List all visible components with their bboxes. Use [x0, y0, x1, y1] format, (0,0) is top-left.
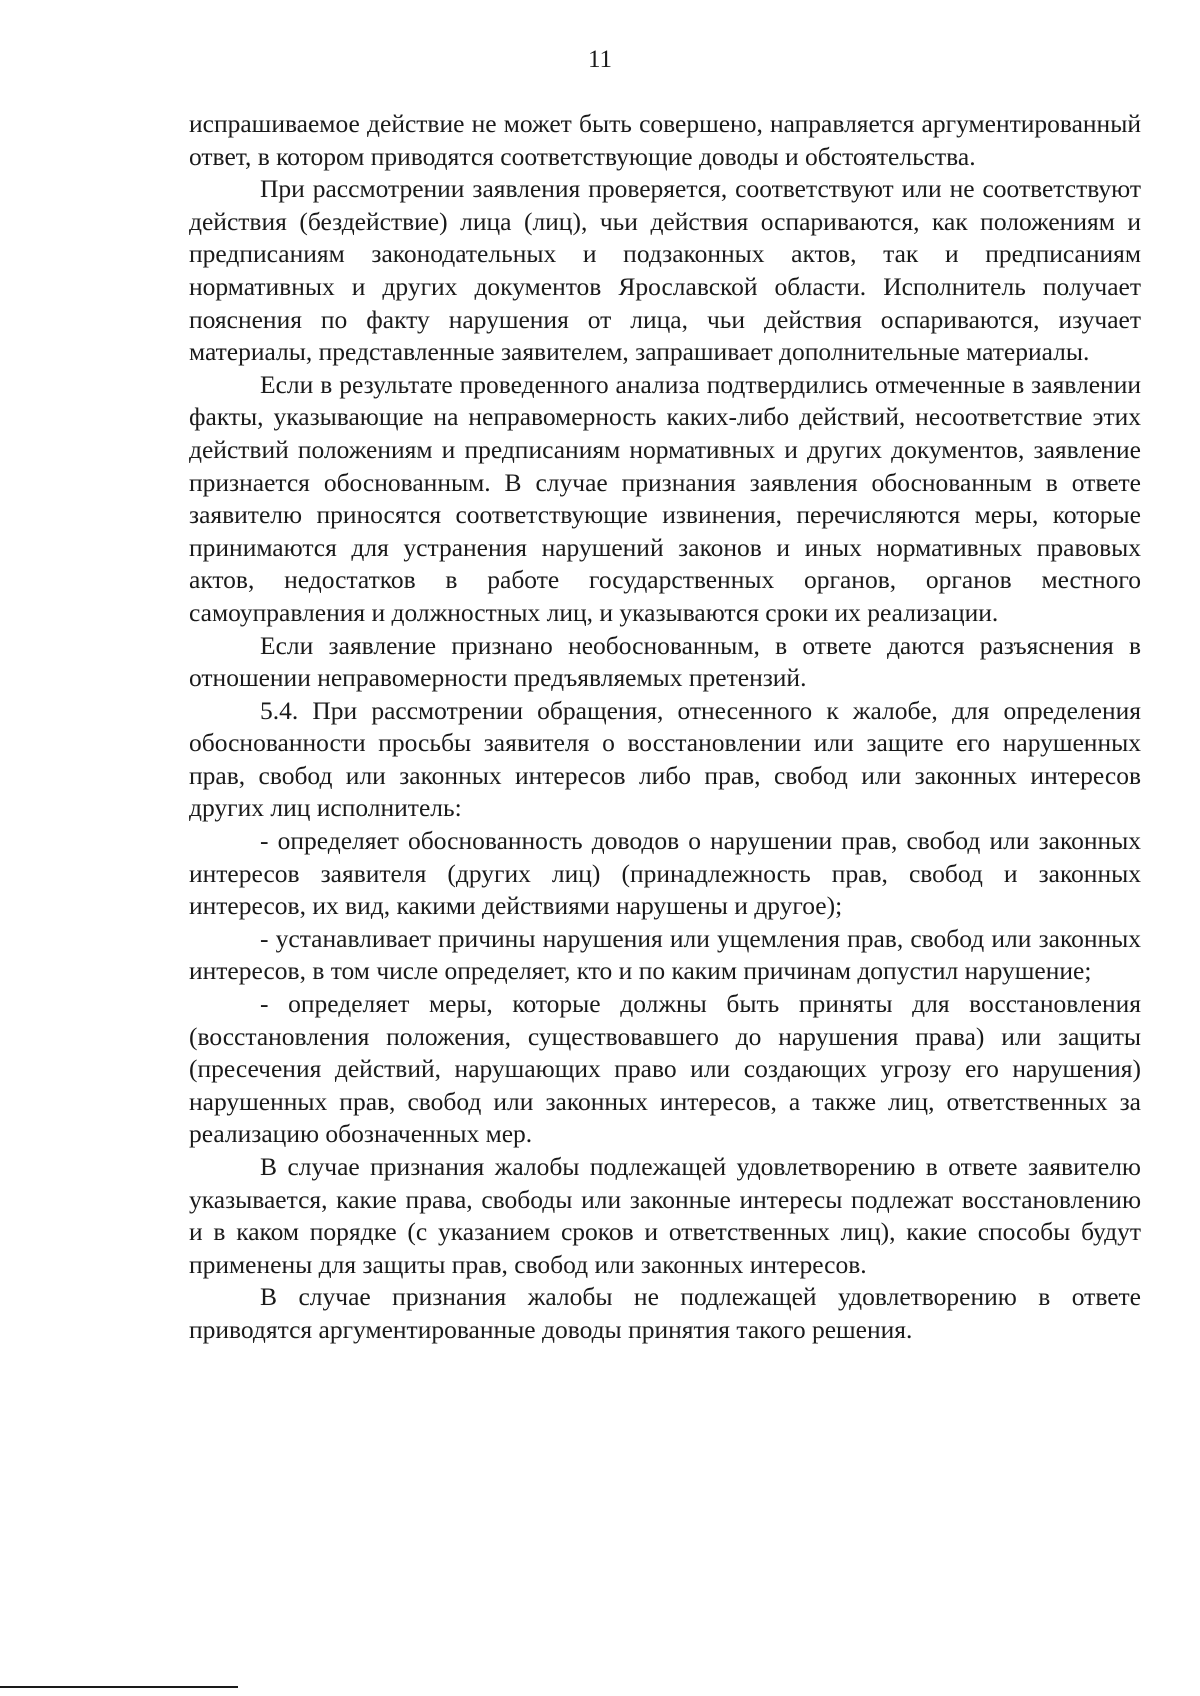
list-item-determine-measures: - определяет меры, которые должны быть приняты для восстановления (восстановления положения, существовавшего до нарушения права) или защиты (пресечения действий, нарушающих право или создающих угрозу его нарушения) нарушенных прав, свобод или законных интересов, а также лиц, ответственных за реализацию обозначенных мер. [189, 989, 1141, 1149]
footer-divider [0, 1686, 238, 1688]
paragraph-complaint-satisfied: В случае признания жалобы подлежащей удовлетворению в ответе заявителю указывается, какие права, свободы или законные интересы подлежат восстановлению и в каком порядке (с указанием сроков и ответственных лиц), какие способы будут применены для защиты прав, свобод или законных интересов. [189, 1152, 1141, 1279]
list-item-determine-validity: - определяет обоснованность доводов о нарушении прав, свобод или законных интересов заявителя (других лиц) (принадлежность прав, свобод и законных интересов, их вид, какими действиями нарушены и другое); [189, 826, 1141, 921]
paragraph-section-5-4: 5.4. При рассмотрении обращения, отнесенного к жалобе, для определения обоснованности просьбы заявителя о восстановлении или защите его нарушенных прав, свобод или законных интересов либо прав, свобод или законных интересов других лиц исполнитель: [189, 695, 1141, 823]
paragraph-continuation: испрашиваемое действие не может быть совершено, направляется аргументированный ответ, в котором приводятся соответствующие доводы и обстоятельства. [189, 109, 1141, 171]
list-item-establish-causes: - устанавливает причины нарушения или ущемления прав, свобод или законных интересов, в том числе определяет, кто и по каким причинам допустил нарушение; [189, 923, 1141, 986]
document-body [189, 108, 1141, 1347]
paragraph-complaint-rejected: В случае признания жалобы не подлежащей удовлетворению в ответе приводятся аргументированные доводы принятия такого решения. [189, 1282, 1141, 1344]
paragraph-review-check: При рассмотрении заявления проверяется, соответствуют или не соответствуют действия (бездействие) лица (лиц), чьи действия оспариваются, как положениям и предписаниям законодательных и подзаконных актов, так и предписаниям нормативных и других документов Ярославской области. Исполнитель получает пояснения по факту нарушения от лица, чьи действия оспариваются, изучает материалы, представленные заявителем, запрашивает дополнительные материалы. [189, 174, 1141, 367]
page-number: 11 [587, 46, 613, 73]
paragraph-claim-justified: Если в результате проведенного анализа подтвердились отмеченные в заявлении факты, указывающие на неправомерность каких-либо действий, несоответствие этих действий положениям и предписаниям нормативных и других документов, заявление признается обоснованным. В случае признания заявления обоснованным в ответе заявителю приносятся соответствующие извинения, перечисляются меры, которые принимаются для устранения нарушений законов и иных нормативных правовых актов, недостатков в работе государственных органов, органов местного самоуправления и должностных лиц, и указываются сроки их реализации. [189, 369, 1141, 627]
paragraph-claim-unjustified: Если заявление признано необоснованным, в ответе даются разъяснения в отношении неправомерности предъявляемых претензий. [189, 630, 1141, 693]
